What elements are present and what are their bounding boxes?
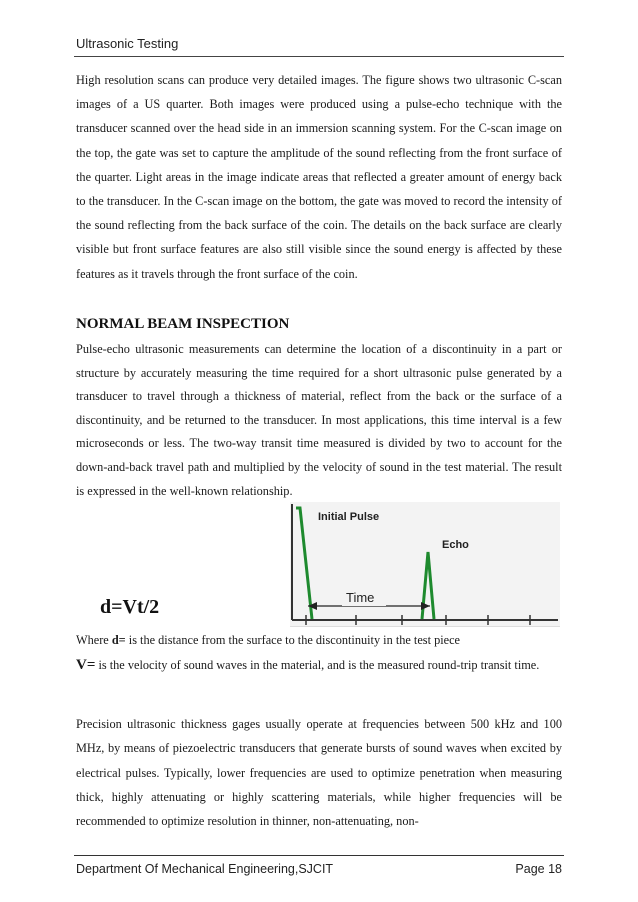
where-text: is the distance from the surface to the discontinuity in the test piece bbox=[125, 633, 461, 647]
running-header: Ultrasonic Testing bbox=[76, 36, 179, 51]
footer-department: Department Of Mechanical Engineering,SJCIT bbox=[76, 862, 334, 876]
paragraph-cscan: High resolution scans can produce very detailed images. The figure shows two ultrasonic C-scan images of a US quarter. Both images were produced using a pulse-echo technique with the transducer scanned over the head side in an immersion scanning system. For the C-scan image on the top, the gate was set to capture the amplitude of the sound reflecting from the front surface of the quarter. Light areas in the image indicate areas that reflected a greater amount of energy back to the transducer. In the C-scan image on the bottom, the gate was moved to record the intensity of the sound reflecting from the back surface of the coin. The details on the back surface are clearly visible but front surface features are also still visible since the sound energy is affected by these features as it travels through the front surface of the coin. bbox=[76, 73, 562, 281]
where-prefix: Where bbox=[76, 633, 112, 647]
v-text: is the velocity of sound waves in the material, and is the measured round-trip transit time. bbox=[95, 658, 540, 672]
d-symbol: d= bbox=[111, 633, 126, 647]
paragraph-pulse-echo: Pulse-echo ultrasonic measurements can determine the location of a discontinuity in a part or structure by accurately measuring the time required for a short ultrasonic pulse generated by a transducer to travel through a thickness of material, reflect from the back or the surface of a discontinuity, and be returned to the transducer. In most applications, this time interval is a few microseconds or less. The two-way transit time measured is divided by two to account for the down-and-back travel path and multiplied by the velocity of sound in the test material. The result is expressed in the well-known relationship. bbox=[76, 342, 562, 498]
pulse-echo-figure bbox=[290, 502, 560, 627]
time-label: Time bbox=[346, 590, 375, 605]
v-symbol: V= bbox=[76, 657, 96, 673]
initial-pulse-trace bbox=[296, 508, 312, 619]
time-arrow-right-head bbox=[421, 602, 430, 610]
paragraph-thickness-gages: Precision ultrasonic thickness gages usually operate at frequencies between 500 kHz and 100 MHz, by means of piezoelectric transducers that generate bursts of sound waves when excited by electrical pulses. Typically, lower frequencies are used to optimize penetration when measuring thick, highly attenuating or highly scattering materials, while higher frequencies will be recommended to optimize resolution in thinner, non-attenuating, non- bbox=[76, 717, 562, 829]
where-definition bbox=[76, 628, 562, 652]
echo-trace bbox=[422, 552, 434, 619]
formula: d=Vt/2 bbox=[100, 596, 160, 618]
section-heading: NORMAL BEAM INSPECTION bbox=[76, 316, 290, 332]
header-rule bbox=[74, 56, 564, 57]
v-definition bbox=[76, 654, 562, 677]
initial-pulse-label: Initial Pulse bbox=[318, 511, 380, 523]
footer-rule bbox=[74, 855, 564, 856]
pulse-echo-diagram bbox=[290, 502, 560, 626]
echo-label: Echo bbox=[442, 539, 469, 551]
page-number: Page 18 bbox=[515, 862, 562, 876]
